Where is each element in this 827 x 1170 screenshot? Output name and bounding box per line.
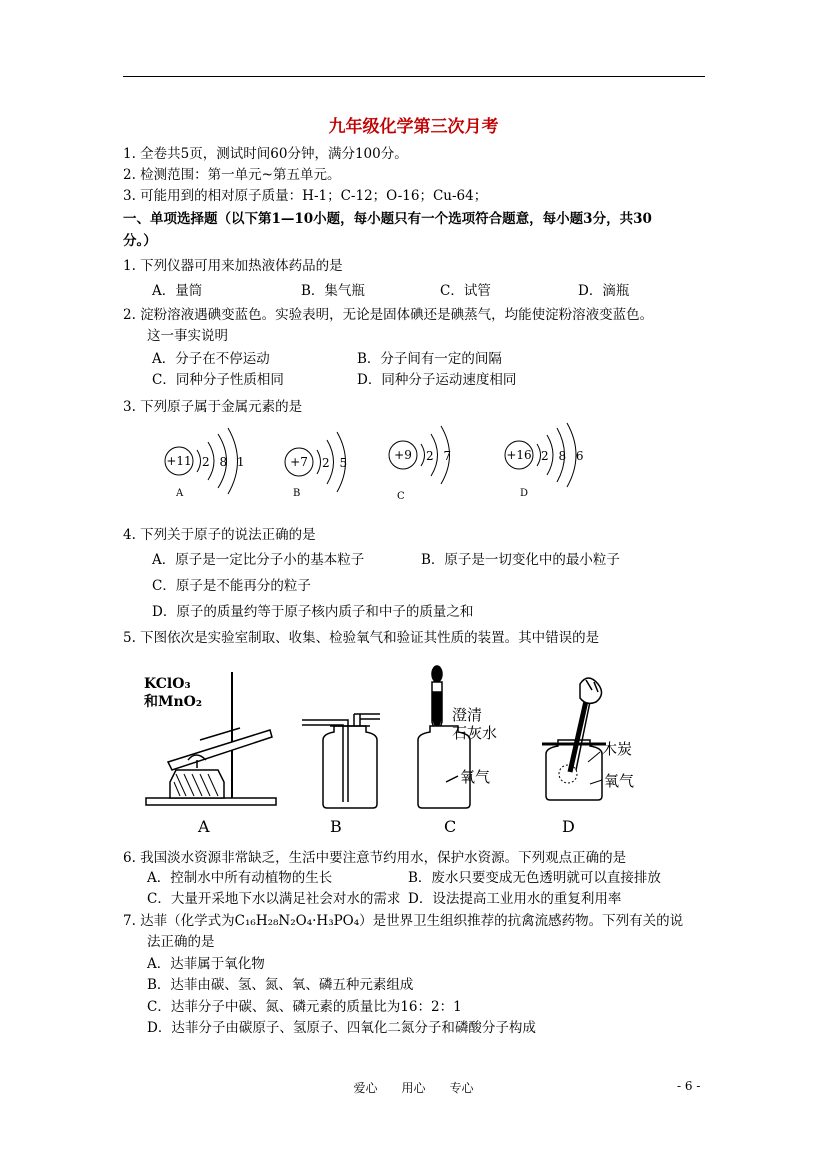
q7-option-c: C．达菲分子中碳、氮、磷元素的质量比为16：2：1 [147, 999, 462, 1015]
q3-stem: 3. 下列原子属于金属元素的是 [123, 399, 303, 415]
atom-c-label: C [397, 491, 405, 502]
q1-stem: 1. 下列仪器可用来加热液体药品的是 [123, 258, 343, 274]
apparatus-figure [140, 662, 680, 842]
note-1: 1. 全卷共5页，测试时间60分钟，满分100分。 [123, 146, 408, 162]
q6-option-c: C．大量开采地下水以满足社会对水的需求 [147, 891, 401, 907]
atom-d-nucleus: +16 [506, 448, 532, 462]
q1-option-b: B．集气瓶 [301, 283, 365, 299]
note-2: 2. 检测范围：第一单元~第五单元。 [123, 167, 341, 183]
fig-d-oxygen: 氧气 [604, 772, 635, 790]
atom-b-label: B [293, 488, 301, 499]
fig-c-limewater-2: 石灰水 [452, 724, 498, 742]
atom-a-nucleus: +11 [166, 454, 192, 468]
q4-option-d: D．原子的质量约等于原子核内质子和中子的质量之和 [152, 604, 474, 620]
atom-d-shells: 2 8 6 [541, 449, 587, 463]
q4-option-b: B．原子是一切变化中的最小粒子 [421, 552, 620, 568]
q6-option-d: D．设法提高工业用水的重复利用率 [408, 891, 622, 907]
fig-label-b: B [330, 817, 342, 836]
q2-stem-line2: 这一事实说明 [147, 328, 228, 344]
section-heading-line2: 分。） [123, 233, 157, 249]
fig-a-kclo3: KClO₃ [144, 676, 191, 692]
atom-a-label: A [176, 488, 184, 499]
fig-d-charcoal: 木炭 [602, 740, 633, 758]
q1-option-c: C．试管 [440, 283, 491, 299]
fig-label-c: C [444, 817, 457, 836]
q7-option-a: A．达菲属于氧化物 [147, 956, 265, 972]
fig-label-a: A [198, 817, 210, 836]
q2-option-d: D．同种分子运动速度相同 [357, 372, 517, 388]
q2-option-b: B．分子间有一定的间隔 [357, 351, 502, 367]
q4-option-a: A．原子是一定比分子小的基本粒子 [152, 552, 365, 568]
note-3: 3. 可能用到的相对原子质量：H-1；C-12；O-16；Cu-64； [123, 188, 488, 204]
q6-option-b: B．废水只要变成无色透明就可以直接排放 [408, 870, 661, 886]
header-rule [123, 76, 705, 77]
q5-stem: 5. 下图依次是实验室制取、收集、检验氧气和验证其性质的装置。其中错误的是 [123, 630, 600, 646]
fig-c-limewater-1: 澄清 [452, 706, 483, 724]
q2-stem-line1: 2. 淀粉溶液遇碘变蓝色。实验表明，无论是固体碘还是碘蒸气，均能使淀粉溶液变蓝色。 [123, 307, 654, 323]
atom-d-label: D [520, 488, 529, 499]
q6-option-a: A．控制水中所有动植物的生长 [147, 870, 333, 886]
q7-stem-line1: 7. 达菲（化学式为C₁₆H₂₈N₂O₄·H₃PO₄）是世界卫生组织推荐的抗禽流感药物。下列有关的说 [123, 913, 684, 929]
fig-label-d: D [562, 817, 575, 836]
q2-option-a: A．分子在不停运动 [152, 351, 270, 367]
atom-a-shells: 2 8 1 [202, 455, 248, 469]
fig-a-mno2: 和MnO₂ [144, 694, 203, 710]
atom-b-shells: 2 5 [322, 456, 351, 470]
q7-stem-line2: 法正确的是 [147, 934, 215, 950]
page-number: - 6 - [677, 1079, 701, 1093]
q1-option-a: A．量筒 [152, 283, 203, 299]
section-heading-line1: 一、单项选择题（以下第1—10小题，每小题只有一个选项符合题意，每小题3分，共30 [123, 211, 652, 227]
atom-c-shells: 2 7 [426, 449, 455, 463]
q1-option-d: D．滴瓶 [578, 283, 630, 299]
q7-option-b: B．达菲由碳、氢、氮、氧、磷五种元素组成 [147, 977, 414, 993]
fig-c-oxygen: 氧气 [460, 768, 491, 786]
q2-option-c: C．同种分子性质相同 [152, 372, 284, 388]
q4-option-c: C．原子是不能再分的粒子 [152, 578, 311, 594]
page-title: 九年级化学第三次月考 [328, 117, 499, 137]
footer-motto: 爱心 用心 专心 [353, 1081, 474, 1095]
atom-b-nucleus: +7 [290, 455, 308, 469]
q7-option-d: D．达菲分子由碳原子、氢原子、四氧化二氮分子和磷酸分子构成 [147, 1020, 536, 1036]
q6-stem: 6. 我国淡水资源非常缺乏，生活中要注意节约用水，保护水资源。下列观点正确的是 [123, 850, 627, 866]
atom-diagrams [150, 422, 590, 512]
q4-stem: 4. 下列关于原子的说法正确的是 [123, 527, 316, 543]
atom-c-nucleus: +9 [394, 448, 412, 462]
